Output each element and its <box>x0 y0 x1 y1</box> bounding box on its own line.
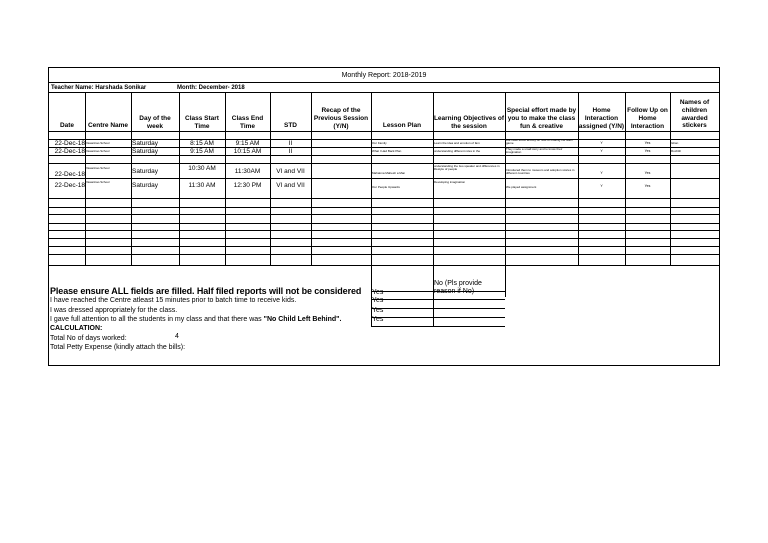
cell-centre: Vasantrao School <box>86 166 110 170</box>
cell-home: Y <box>600 149 603 153</box>
header-objectives: Learning Objectives of the session <box>433 115 505 130</box>
header-std: STD <box>284 122 297 129</box>
report-title: Monthly Report: 2018-2019 <box>341 72 427 79</box>
attention-emphasis: "No Child Left Behind". <box>263 316 342 323</box>
header-special: Special effort made by you to make the class fun & creative <box>506 107 577 130</box>
grid-line <box>49 92 719 93</box>
statement-dress: I was dressed appropriately for the class. <box>50 307 178 314</box>
cell-special: We played assignment <box>506 185 537 189</box>
grid-line <box>49 82 719 83</box>
cell-start: 8:15 AM <box>190 140 214 147</box>
cell-home: Y <box>600 184 603 188</box>
cell-end: 10:15 AM <box>233 148 262 155</box>
grid-line <box>49 230 719 231</box>
statement-arrival: I have reached the Centre atleast 15 minutes prior to batch time to receive kids. <box>50 297 297 304</box>
days-worked-value: 4 <box>175 333 179 340</box>
cell-follow: Yes <box>644 184 651 188</box>
header-start: Class Start Time <box>185 115 219 130</box>
header-centre: Centre Name <box>87 122 129 129</box>
statement-attention <box>50 316 341 323</box>
cell-centre: Vasantrao School <box>86 141 110 145</box>
cell-special: We have some activity on how to making the team game <box>506 138 573 146</box>
cell-start: 9:15 AM <box>190 148 214 155</box>
cell-lesson: Mahatma Mahesh a Man <box>372 171 406 175</box>
cell-day: Saturday <box>132 168 159 175</box>
header-recap: Recap of the Previous Session (Y/N) <box>313 107 369 130</box>
cell-objective: Developing imagination <box>434 180 466 184</box>
no-reason-note: No (Pls provide reason if No) <box>434 280 482 296</box>
header-lesson: Lesson Plan <box>382 122 422 129</box>
cell-follow: Yes <box>644 149 651 153</box>
grid-line <box>49 265 719 266</box>
grid-line <box>49 238 719 239</box>
yes-answer: Yes <box>372 297 384 304</box>
grid-line <box>371 299 505 300</box>
warning-text: Please ensure ALL fields are filled. Half filed reports will not be considered <box>50 286 362 296</box>
attention-text: I gave full attention to all the students in my class and that there was <box>50 316 264 323</box>
grid-line <box>49 131 719 132</box>
cell-date: 22-Dec-18 <box>54 148 85 155</box>
yes-answer: Yes <box>372 307 384 314</box>
calculation-label: CALCULATION: <box>50 325 103 332</box>
cell-std: VI and VII <box>276 182 305 189</box>
cell-std: II <box>288 148 293 155</box>
cell-std: VI and VII <box>276 168 305 175</box>
yes-answer: Yes <box>372 316 384 323</box>
cell-end: 12:30 PM <box>233 182 262 189</box>
grid-line <box>49 163 719 164</box>
grid-line <box>49 207 719 208</box>
report-sheet <box>48 67 720 366</box>
teacher-name: Teacher Name: Harshada Sonikar <box>51 85 147 91</box>
cell-day: Saturday <box>132 182 159 189</box>
cell-follow: Yes <box>644 141 651 145</box>
grid-line <box>371 317 505 318</box>
grid-line <box>49 223 719 224</box>
cell-day: Saturday <box>132 140 159 147</box>
grid-line <box>49 246 719 247</box>
cell-home: Y <box>600 141 603 145</box>
petty-expense-label: Total Petty Expense (kindly attach the bills): <box>50 344 186 351</box>
cell-date: 22-Dec-18 <box>54 182 85 189</box>
cell-centre: Vasantrao School <box>86 180 110 184</box>
cell-lesson: What I Had Back Plan <box>372 149 402 153</box>
cell-special: Introduced them to museum and adoption stories in different countries <box>506 168 575 176</box>
grid-line <box>49 178 719 179</box>
cell-lesson: Our Family <box>372 141 387 145</box>
cell-objective: Learn the idea and emotion of fam <box>434 141 480 145</box>
report-month: Month: December- 2018 <box>177 85 245 91</box>
cell-special: They made a small story and to know their imagination <box>506 147 563 155</box>
header-home: Home Interaction assigned (Y/N) <box>578 107 625 130</box>
grid-line <box>49 254 719 255</box>
cell-day: Saturday <box>132 148 159 155</box>
cell-lesson: Our People Upwards <box>372 185 400 189</box>
cell-names: Ishan <box>671 141 679 145</box>
header-names: Names of children awarded stickers <box>679 99 710 130</box>
header-end: Class End Time <box>231 115 264 130</box>
cell-centre: Vasantrao School <box>86 149 110 153</box>
days-worked-label: Total No of days worked: <box>50 335 127 342</box>
header-date: Date <box>59 122 75 129</box>
cell-start: 11:30 AM <box>188 182 216 189</box>
cell-date: 22-Dec-18 <box>54 140 85 147</box>
cell-start: 10:30 AM <box>188 165 216 172</box>
cell-objective: understanding different roles in the <box>434 149 481 153</box>
grid-line <box>49 198 719 199</box>
header-follow: Follow Up on Home Interaction <box>627 107 668 130</box>
yes-answer: Yes <box>372 289 384 296</box>
cell-date: 22-Dec-18 <box>54 171 85 178</box>
grid-line <box>85 92 86 265</box>
cell-std: II <box>288 140 293 147</box>
cell-objective: understanding the two speaker and differences in lifestyle of people <box>434 164 500 172</box>
grid-line <box>371 308 505 309</box>
cell-names: Ruchith <box>671 149 682 153</box>
header-day: Day of the week <box>139 115 171 130</box>
grid-line <box>49 214 719 215</box>
grid-line <box>371 326 505 327</box>
cell-home: Y <box>600 171 603 175</box>
cell-end: 11:30AM <box>234 168 261 175</box>
cell-follow: Yes <box>644 171 651 175</box>
grid-line <box>270 92 271 265</box>
cell-end: 9:15 AM <box>235 140 260 147</box>
